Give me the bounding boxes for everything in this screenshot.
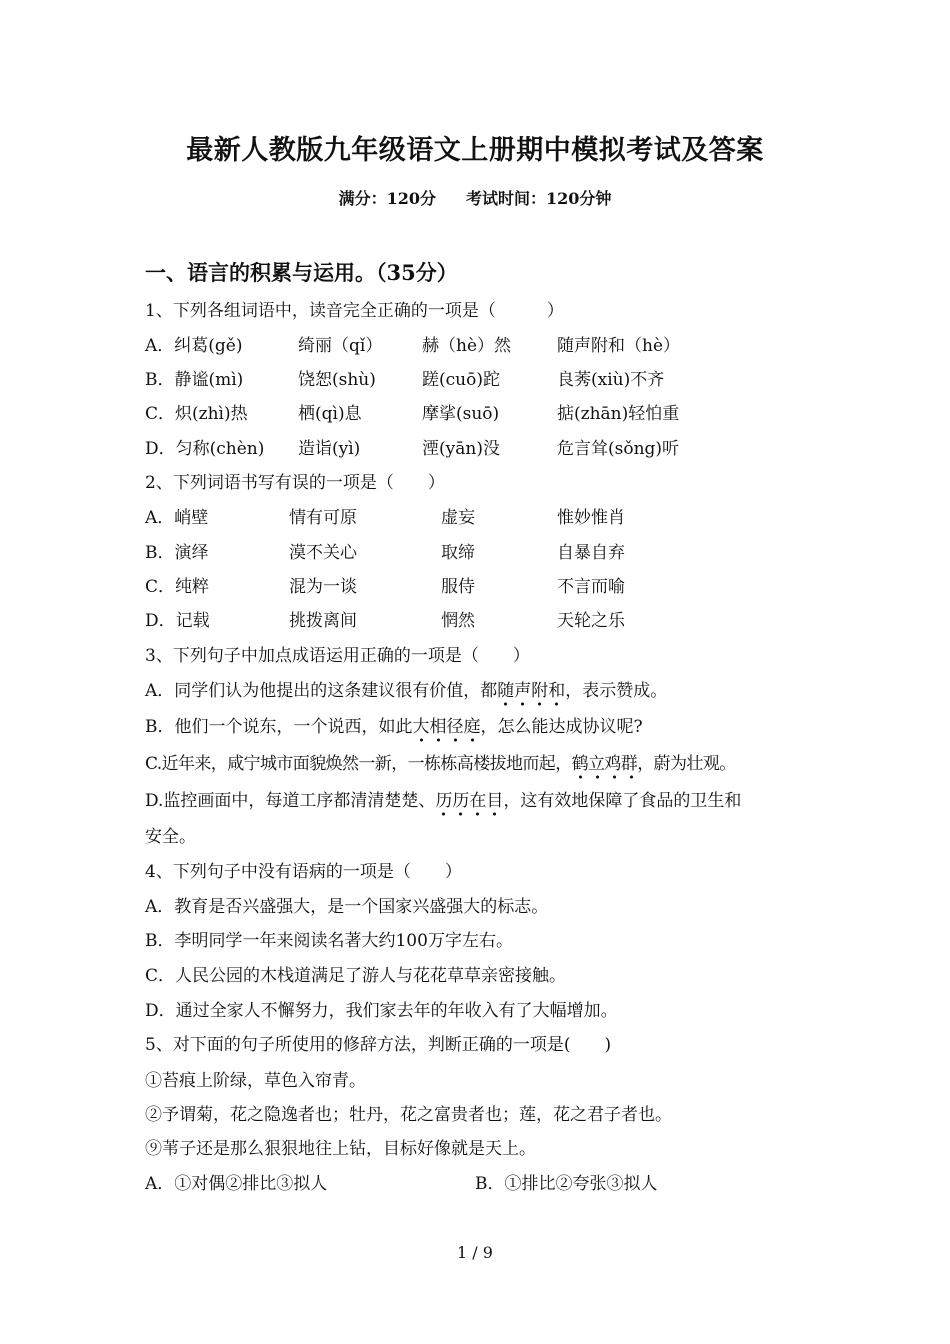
option-cell: D．匀称(chèn): [145, 439, 265, 459]
option-text: ，这有效地保障了食品的卫生和: [503, 791, 742, 811]
option-cell: 混为一谈: [289, 577, 357, 597]
question-4-option-b: B．李明同学一年来阅读名著大约100万字左右。: [145, 931, 513, 951]
page-title: 最新人教版九年级语文上册期中模拟考试及答案: [186, 135, 764, 166]
option-cell: 虚妄: [441, 508, 475, 528]
option-cell: 情有可原: [289, 508, 357, 528]
option-a: A．①对偶②排比③拟人: [145, 1174, 328, 1194]
option-cell: 湮(yān)没: [422, 439, 500, 459]
option-cell: 造诣(yì): [298, 439, 361, 459]
option-cell: C．炽(zhì)热: [145, 404, 248, 424]
option-cell: 漠不关心: [289, 543, 357, 563]
option-cell: 取缔: [441, 543, 475, 563]
question-4-option-d: D．通过全家人不懈努力，我们家去年的年收入有了大幅增加。: [145, 1001, 618, 1021]
option-cell: 惟妙惟肖: [557, 508, 625, 528]
dotted-idiom: 大相径庭: [413, 717, 481, 743]
option-cell: 掂(zhān)轻怕重: [557, 404, 680, 424]
section-heading: 一、语言的积累与运用。（35分）: [145, 260, 458, 285]
full-score: 满分：120分: [338, 189, 436, 208]
option-cell: B．演绎: [145, 543, 209, 563]
option-cell: 自暴自弃: [557, 543, 625, 563]
question-3-option-d: [145, 786, 741, 811]
option-cell: A．峭壁: [145, 508, 209, 528]
question-3-option-a: [145, 676, 667, 701]
exam-time: 考试时间：120分钟: [466, 189, 612, 208]
question-2-stem: 2、下列词语书写有误的一项是（ ）: [145, 473, 445, 493]
option-cell: 栖(qì)息: [298, 404, 362, 424]
option-cell: C．纯粹: [145, 577, 210, 597]
option-cell: D．记载: [145, 611, 210, 631]
option-text: A．同学们认为他提出的这条建议很有价值，都: [145, 681, 498, 701]
option-cell: 赫（hè）然: [422, 336, 512, 356]
option-cell: B．静谧(mì): [145, 370, 244, 390]
option-cell: 惘然: [441, 611, 475, 631]
question-4-option-c: C．人民公园的木栈道满足了游人与花花草草亲密接触。: [145, 966, 567, 986]
option-cell: A．纠葛(gě): [145, 336, 243, 356]
option-text: C.近年来，咸宁城市面貌焕然一新，一栋栋高楼拔地而起，: [145, 754, 572, 774]
option-text: B．他们一个说东，一个说西，如此: [145, 717, 413, 737]
question-5-sentence-2: ②予谓菊，花之隐逸者也；牡丹，花之富贵者也；莲，花之君子者也。: [145, 1105, 672, 1125]
option-cell: 蹉(cuō)跎: [422, 370, 500, 390]
option-text: D.监控画面中，每道工序都清清楚楚、: [145, 791, 436, 811]
dotted-idiom: 历历在目: [435, 791, 503, 817]
question-3-option-c: [145, 749, 736, 774]
option-cell: 饶恕(shù): [298, 370, 376, 390]
option-cell: 摩挲(suō): [422, 404, 500, 424]
option-text: ，蔚为壮观。: [637, 754, 736, 774]
option-b: B．①排比②夸张③拟人: [475, 1174, 658, 1194]
option-text: ，怎么能达成协议呢?: [480, 717, 643, 737]
dotted-idiom: 鹤立鸡群: [572, 754, 638, 780]
option-text: ，表示赞成。: [565, 681, 668, 701]
question-5-sentence-1: ①苔痕上阶绿，草色入帘青。: [145, 1071, 366, 1091]
page-number: 1 / 9: [457, 1243, 493, 1262]
option-cell: 挑拨离间: [289, 611, 357, 631]
question-4-stem: 4、下列句子中没有语病的一项是（ ）: [145, 862, 462, 882]
option-cell: 不言而喻: [557, 577, 625, 597]
question-5-stem: 5、对下面的句子所使用的修辞方法，判断正确的一项是( ): [145, 1035, 612, 1055]
question-3-stem: 3、下列句子中加点成语运用正确的一项是（ ）: [145, 646, 530, 666]
question-3-option-d-continued: 安全。: [145, 827, 196, 847]
question-1-stem: 1、下列各组词语中，读音完全正确的一项是（ ）: [145, 301, 564, 321]
question-5-sentence-3: ⑨苇子还是那么狠狠地往上钻，目标好像就是天上。: [145, 1139, 536, 1159]
option-cell: 服侍: [441, 577, 475, 597]
question-4-option-a: A．教育是否兴盛强大，是一个国家兴盛强大的标志。: [145, 897, 549, 917]
option-cell: 天轮之乐: [557, 611, 625, 631]
option-cell: 良莠(xiù)不齐: [557, 370, 665, 390]
option-cell: 随声附和（hè）: [557, 336, 681, 356]
dotted-idiom: 随声附和: [497, 681, 565, 707]
question-3-option-b: [145, 712, 643, 737]
exam-info: [0, 186, 950, 209]
option-cell: 绮丽（qǐ）: [298, 336, 383, 356]
option-cell: 危言耸(sǒng)听: [557, 439, 680, 459]
